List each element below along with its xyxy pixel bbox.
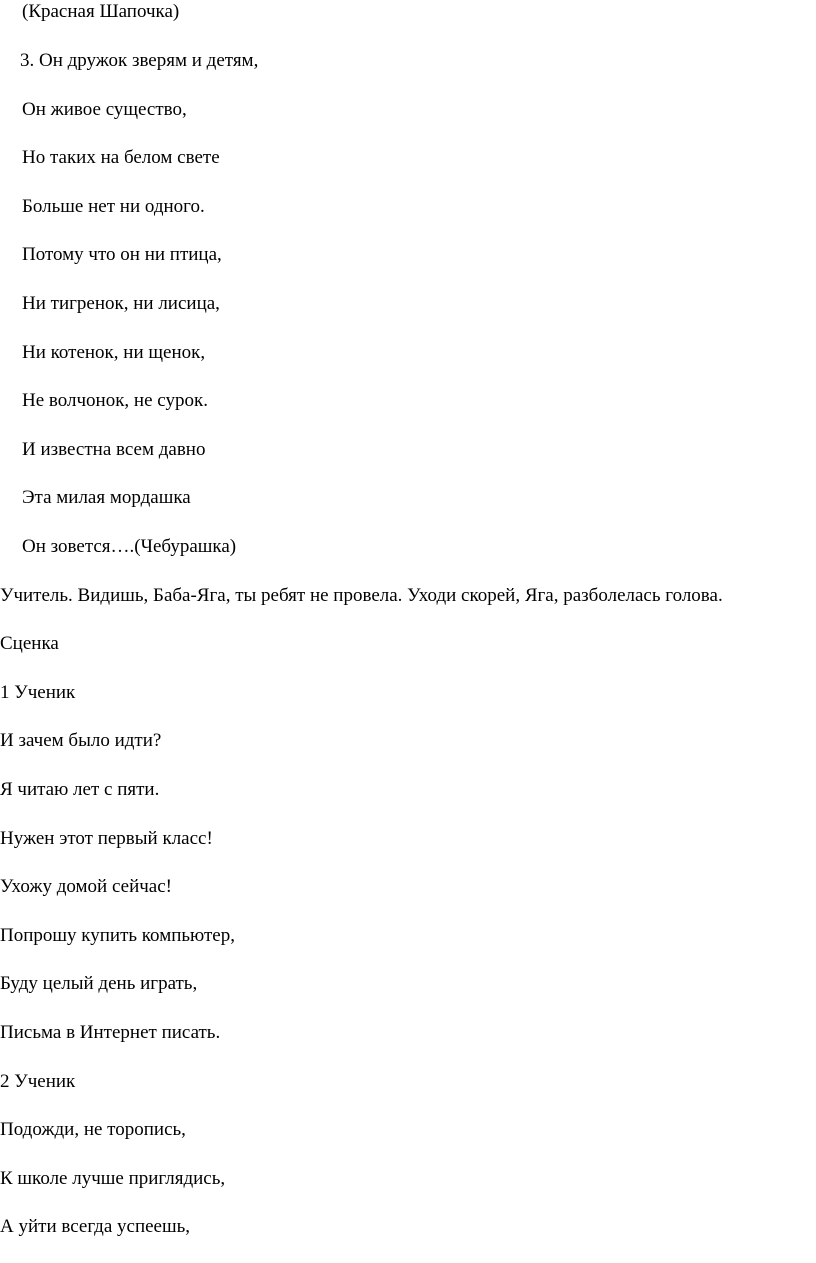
verse-line: Но таких на белом свете bbox=[22, 147, 220, 168]
body-line: К школе лучше приглядись, bbox=[0, 1168, 226, 1189]
body-line: Подожди, не торопись, bbox=[0, 1119, 186, 1140]
body-line: Я читаю лет с пяти. bbox=[0, 779, 160, 800]
scene-heading: Сценка bbox=[0, 633, 59, 654]
teacher-line: Учитель. Видишь, Баба-Яга, ты ребят не провела. Уходи скорей, Яга, разболелась голова. bbox=[0, 585, 723, 606]
verse-line: Эта милая мордашка bbox=[22, 487, 191, 508]
body-line: Буду целый день играть, bbox=[0, 973, 198, 994]
speaker-label: 1 Ученик bbox=[0, 682, 76, 703]
verse-line: (Красная Шапочка) bbox=[22, 1, 180, 22]
body-line: А уйти всегда успеешь, bbox=[0, 1216, 191, 1237]
verse-line: 3. Он дружок зверям и детям, bbox=[20, 50, 259, 71]
verse-line: И известна всем давно bbox=[22, 439, 206, 460]
body-line: Нужен этот первый класс! bbox=[0, 828, 213, 849]
verse-line: Он зовется….(Чебурашка) bbox=[22, 536, 237, 557]
body-line: Ухожу домой сейчас! bbox=[0, 876, 172, 897]
verse-line: Больше нет ни одного. bbox=[22, 196, 205, 217]
verse-line: Ни котенок, ни щенок, bbox=[22, 342, 206, 363]
verse-line: Ни тигренок, ни лисица, bbox=[22, 293, 220, 314]
body-line: Попрошу купить компьютер, bbox=[0, 925, 235, 946]
body-line: И зачем было идти? bbox=[0, 730, 162, 751]
verse-line: Потому что он ни птица, bbox=[22, 244, 222, 265]
verse-line: Не волчонок, не сурок. bbox=[22, 390, 208, 411]
verse-line: Он живое существо, bbox=[22, 99, 187, 120]
speaker-label: 2 Ученик bbox=[0, 1071, 76, 1092]
body-line: Письма в Интернет писать. bbox=[0, 1022, 221, 1043]
